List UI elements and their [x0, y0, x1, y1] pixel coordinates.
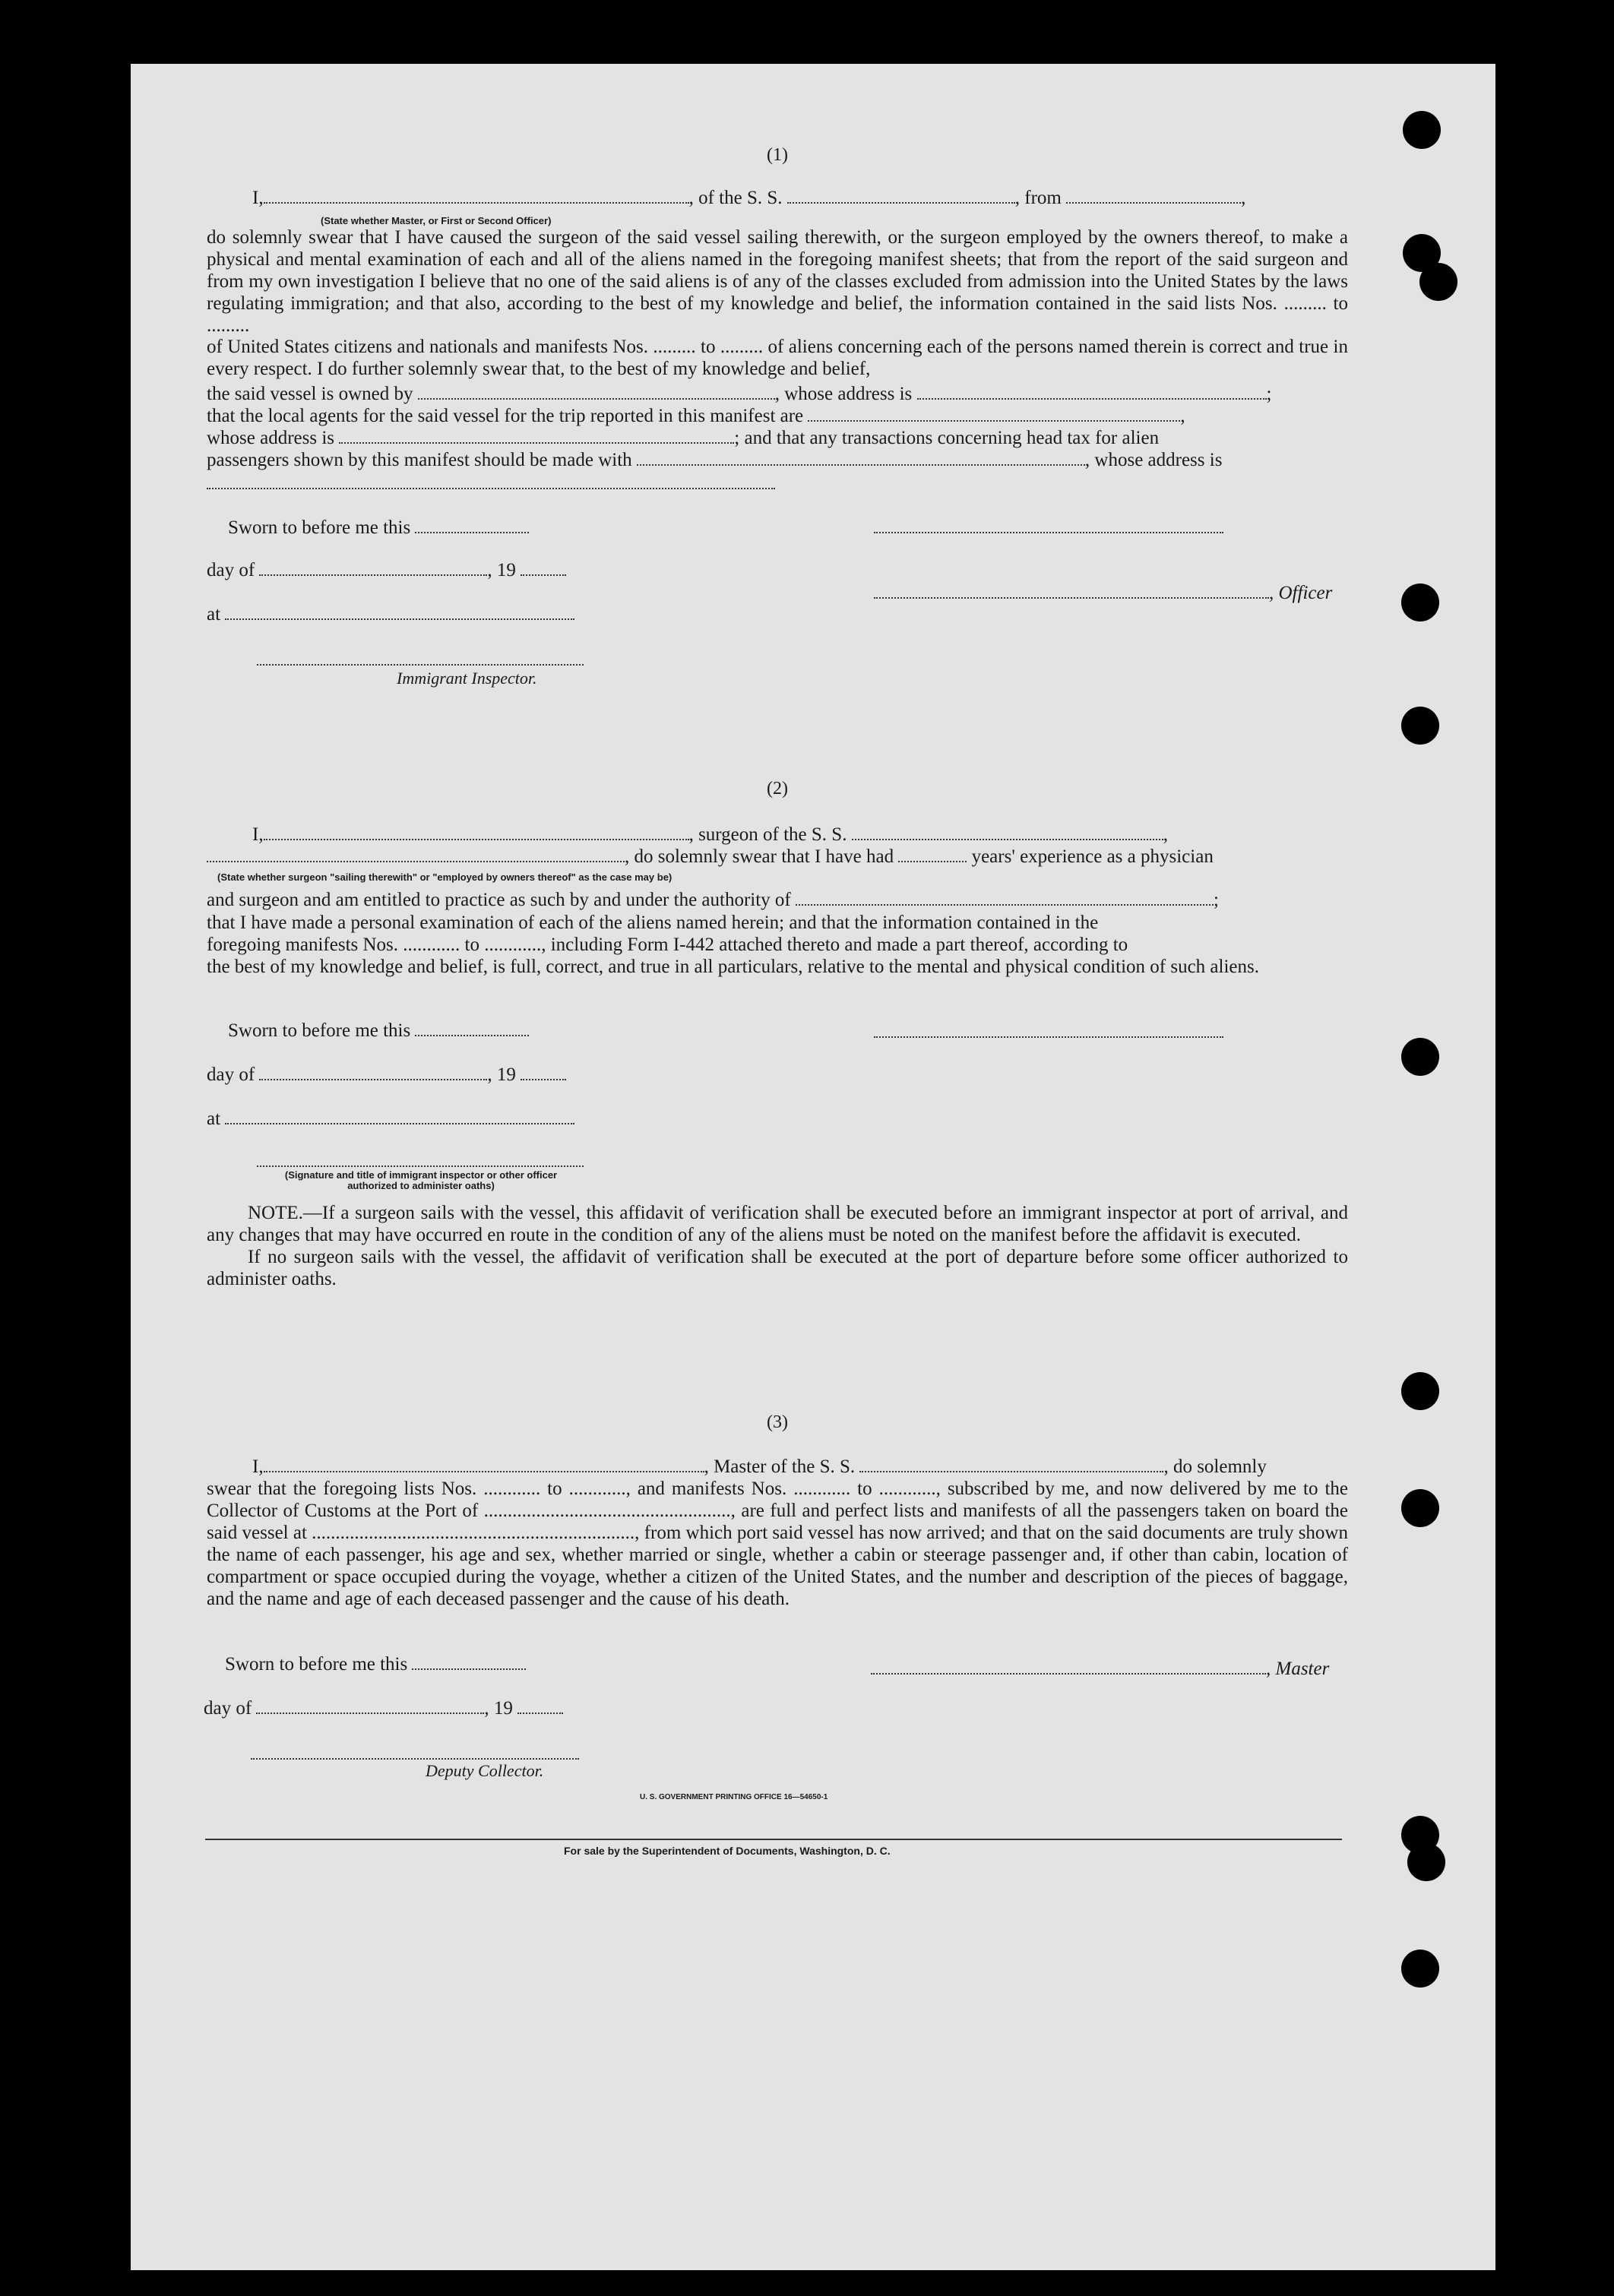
- years-field[interactable]: [898, 846, 967, 862]
- for-sale-note: For sale by the Superintendent of Documents, Washington, D. C.: [564, 1845, 891, 1857]
- note-paragraph-2: If no surgeon sails with the vessel, the affidavit of verification shall be executed at the port of departure before some officer authorized to administer oaths.: [207, 1247, 1348, 1289]
- label-passengers: passengers shown by this manifest should be made with: [207, 450, 632, 470]
- section-2: [207, 778, 1348, 1158]
- label-agents: that the local agents for the said vessel for the trip reported in this manifest are: [207, 406, 804, 426]
- punch-hole: [1403, 111, 1441, 149]
- authority-field[interactable]: [796, 889, 1214, 906]
- deputy-label: Deputy Collector.: [426, 1761, 544, 1780]
- signature-line[interactable]: [257, 1165, 584, 1167]
- label-practice: and surgeon and am entitled to practice as such by and under the authority of: [207, 890, 791, 910]
- label-sworn: Sworn to before me this: [228, 1020, 411, 1041]
- label-master-of: , Master of the S. S.: [704, 1456, 856, 1477]
- footer-rule: [205, 1839, 1342, 1840]
- note-paragraph: [207, 1202, 1348, 1246]
- year-field[interactable]: [517, 1697, 563, 1714]
- punch-hole: [1401, 1038, 1439, 1076]
- day-field[interactable]: [259, 559, 487, 576]
- agents-field[interactable]: [808, 405, 1180, 422]
- section-1-body: do solemnly swear that I have caused the surgeon of the said vessel sailing therewith, or the surgeon employed by the owners thereof, to make a physical and mental examination of each and all of the aliens named in the foregoing manifest sheets; that from the report of the said surgeon and from my own investigation I believe that no one of the said aliens is of any of the classes excluded from admission into the United States by the laws regulating immigration; and that also, according to the best of my knowledge and belief, the information contained in the said lists Nos. ......... to .........: [207, 227, 1348, 336]
- label-at: at: [207, 1108, 221, 1129]
- punch-hole: [1401, 1950, 1439, 1988]
- label-head-tax: ; and that any transactions concerning head tax for alien: [734, 428, 1160, 448]
- at-row-1: [207, 603, 574, 625]
- label-19: , 19: [487, 1064, 516, 1085]
- section-2-body-end: the best of my knowledge and belief, is full, correct, and true in all particulars, relative to the mental and physical condition of such aliens.: [207, 957, 1259, 977]
- comma: ,: [1163, 824, 1168, 845]
- address-line[interactable]: [207, 488, 775, 489]
- section-number: (2): [767, 779, 788, 799]
- at-row-2: [207, 1108, 574, 1130]
- surgeon-row: [252, 824, 1168, 846]
- label-sworn: Sworn to before me this: [225, 1654, 408, 1675]
- section-2-body: that I have made a personal examination of each of the aliens named herein; and that the information contained in the: [207, 912, 1099, 933]
- section-1-body2: of United States citizens and nationals and manifests Nos. ......... to ......... of aliens concerning each of the persons named therein is correct and true in every respect. I do further solemnly swear that, to the best of my knowledge and belief,: [207, 337, 1348, 379]
- day-row-3: [204, 1697, 563, 1719]
- punch-hole: [1401, 1489, 1439, 1527]
- punch-hole: [1407, 1843, 1445, 1881]
- officer-row: [874, 582, 1332, 604]
- master-row: [252, 1456, 1267, 1478]
- label-day-of: day of: [204, 1698, 252, 1719]
- label-whose-address: whose address is: [207, 428, 335, 448]
- comma: ,: [1241, 188, 1246, 208]
- signature-note: (Signature and title of immigrant inspector or other officer authorized to administer oaths): [284, 1169, 558, 1191]
- label-i: I,: [252, 824, 264, 845]
- label-i: I,: [252, 1456, 264, 1477]
- vessel-name-field[interactable]: [852, 824, 1163, 840]
- sworn-row-2: [228, 1020, 529, 1042]
- semicolon: ;: [1214, 890, 1219, 910]
- semicolon: ;: [1266, 384, 1272, 404]
- day-row-1: [207, 559, 566, 581]
- label-from: , from: [1014, 188, 1062, 208]
- label-surgeon-of: , surgeon of the S. S.: [688, 824, 847, 845]
- sworn-row-1: [228, 517, 529, 539]
- practice-row: [207, 889, 1219, 911]
- punch-hole: [1419, 263, 1457, 301]
- punch-hole: [1401, 707, 1439, 745]
- note-block: [207, 1202, 1348, 1290]
- label-19: , 19: [487, 560, 516, 580]
- officer-name-field[interactable]: [264, 187, 689, 204]
- printing-office: U. S. GOVERNMENT PRINTING OFFICE 16—54650-1: [640, 1793, 828, 1801]
- deputy-signature-line[interactable]: [251, 1758, 579, 1760]
- sworn-date-field[interactable]: [415, 517, 529, 533]
- label-i: I,: [252, 188, 264, 208]
- year-field[interactable]: [521, 559, 566, 576]
- agents-row: [207, 405, 1185, 427]
- master-signature-field[interactable]: [871, 1658, 1266, 1675]
- surgeon-signature-line[interactable]: [874, 1036, 1223, 1038]
- sworn-date-field[interactable]: [415, 1020, 529, 1036]
- label-sworn: Sworn to before me this: [228, 517, 411, 538]
- master-name-field[interactable]: [264, 1456, 704, 1472]
- label-of-ss: , of the S. S.: [688, 188, 783, 208]
- from-field[interactable]: [1066, 187, 1241, 204]
- experience-row: [207, 846, 1214, 868]
- label-officer: , Officer: [1269, 583, 1333, 603]
- surgeon-note: (State whether surgeon "sailing therewith" or "employed by owners thereof" as the case may be): [217, 871, 672, 883]
- agents-address-row: [207, 427, 1159, 449]
- officer-title-field[interactable]: [874, 582, 1269, 599]
- agents-address-field[interactable]: [339, 427, 734, 444]
- label-day-of: day of: [207, 1064, 255, 1085]
- at-field[interactable]: [225, 603, 574, 620]
- section-1: [207, 144, 1348, 494]
- section-number: (3): [767, 1412, 788, 1432]
- owner-field[interactable]: [418, 383, 775, 400]
- sworn-date-field[interactable]: [412, 1653, 526, 1670]
- section-3: [207, 1412, 1348, 1640]
- section-1-line1: [252, 187, 1245, 209]
- vessel-name-field[interactable]: [859, 1456, 1163, 1472]
- head-tax-agent-field[interactable]: [637, 449, 1085, 466]
- passengers-row: [207, 449, 1222, 471]
- punch-hole: [1401, 583, 1439, 621]
- label-whose-address: , whose address is: [774, 384, 913, 404]
- inspector-signature-line[interactable]: [257, 664, 584, 666]
- sworn-row-3: [225, 1653, 526, 1675]
- day-field[interactable]: [259, 1064, 487, 1080]
- owned-row: [207, 383, 1271, 405]
- comma: ,: [1180, 406, 1185, 426]
- section-2-manifests: foregoing manifests Nos. ............ to ............, including Form I-442 attached thereto and made a part thereof, according to: [207, 935, 1128, 955]
- note-text: —If a surgeon sails with the vessel, this affidavit of verification shall be executed before an immigrant inspector at port of arrival, and any changes that may have occurred en route in the condition of any of the aliens must be noted on the manifest before the affidavit is executed.: [207, 1203, 1348, 1245]
- label-master: , Master: [1266, 1659, 1330, 1679]
- officer-note: (State whether Master, or First or Second Officer): [321, 215, 552, 226]
- day-row-2: [207, 1064, 566, 1086]
- day-field[interactable]: [256, 1697, 484, 1714]
- inspector-label: Immigrant Inspector.: [397, 669, 537, 688]
- label-years: years' experience as a physician: [971, 846, 1214, 867]
- label-19: , 19: [484, 1698, 513, 1719]
- surgeon-status-field[interactable]: [207, 846, 625, 862]
- year-field[interactable]: [521, 1064, 566, 1080]
- officer-signature-line[interactable]: [874, 532, 1223, 533]
- label-owned: the said vessel is owned by: [207, 384, 413, 404]
- section-number: (1): [767, 145, 788, 165]
- vessel-name-field[interactable]: [787, 187, 1015, 204]
- label-at: at: [207, 604, 221, 625]
- punch-hole: [1401, 1372, 1439, 1410]
- surgeon-name-field[interactable]: [264, 824, 689, 840]
- owner-address-field[interactable]: [917, 383, 1267, 400]
- label-do-solemnly: , do solemnly: [1163, 1456, 1267, 1477]
- label-day-of: day of: [207, 560, 255, 580]
- label-do-swear: , do solemnly swear that I have had: [625, 846, 894, 867]
- note-label: NOTE.: [248, 1203, 303, 1223]
- section-3-body: swear that the foregoing lists Nos. ............ to ............, and manifests Nos. ............ to ............, subscribed by me, and now delivered by me to the Collector of Customs at the Port of ...................................................., are full and perfect lists and manifests of all the passengers taken on board the said vessel at ...................................................................., from which port said vessel has now arrived; and that on the said documents are truly shown the name of each passenger, his age and sex, whether married or single, whether a cabin or steerage passenger and, if other than cabin, location of compartment or space occupied during the voyage, whether a citizen of the United States, and the number and description of the pieces of baggage, and the name and age of each deceased passenger and the cause of his death.: [207, 1478, 1348, 1609]
- master-signature-row: [871, 1658, 1329, 1680]
- label-whose-address: , whose address is: [1084, 450, 1223, 470]
- at-field[interactable]: [225, 1108, 574, 1124]
